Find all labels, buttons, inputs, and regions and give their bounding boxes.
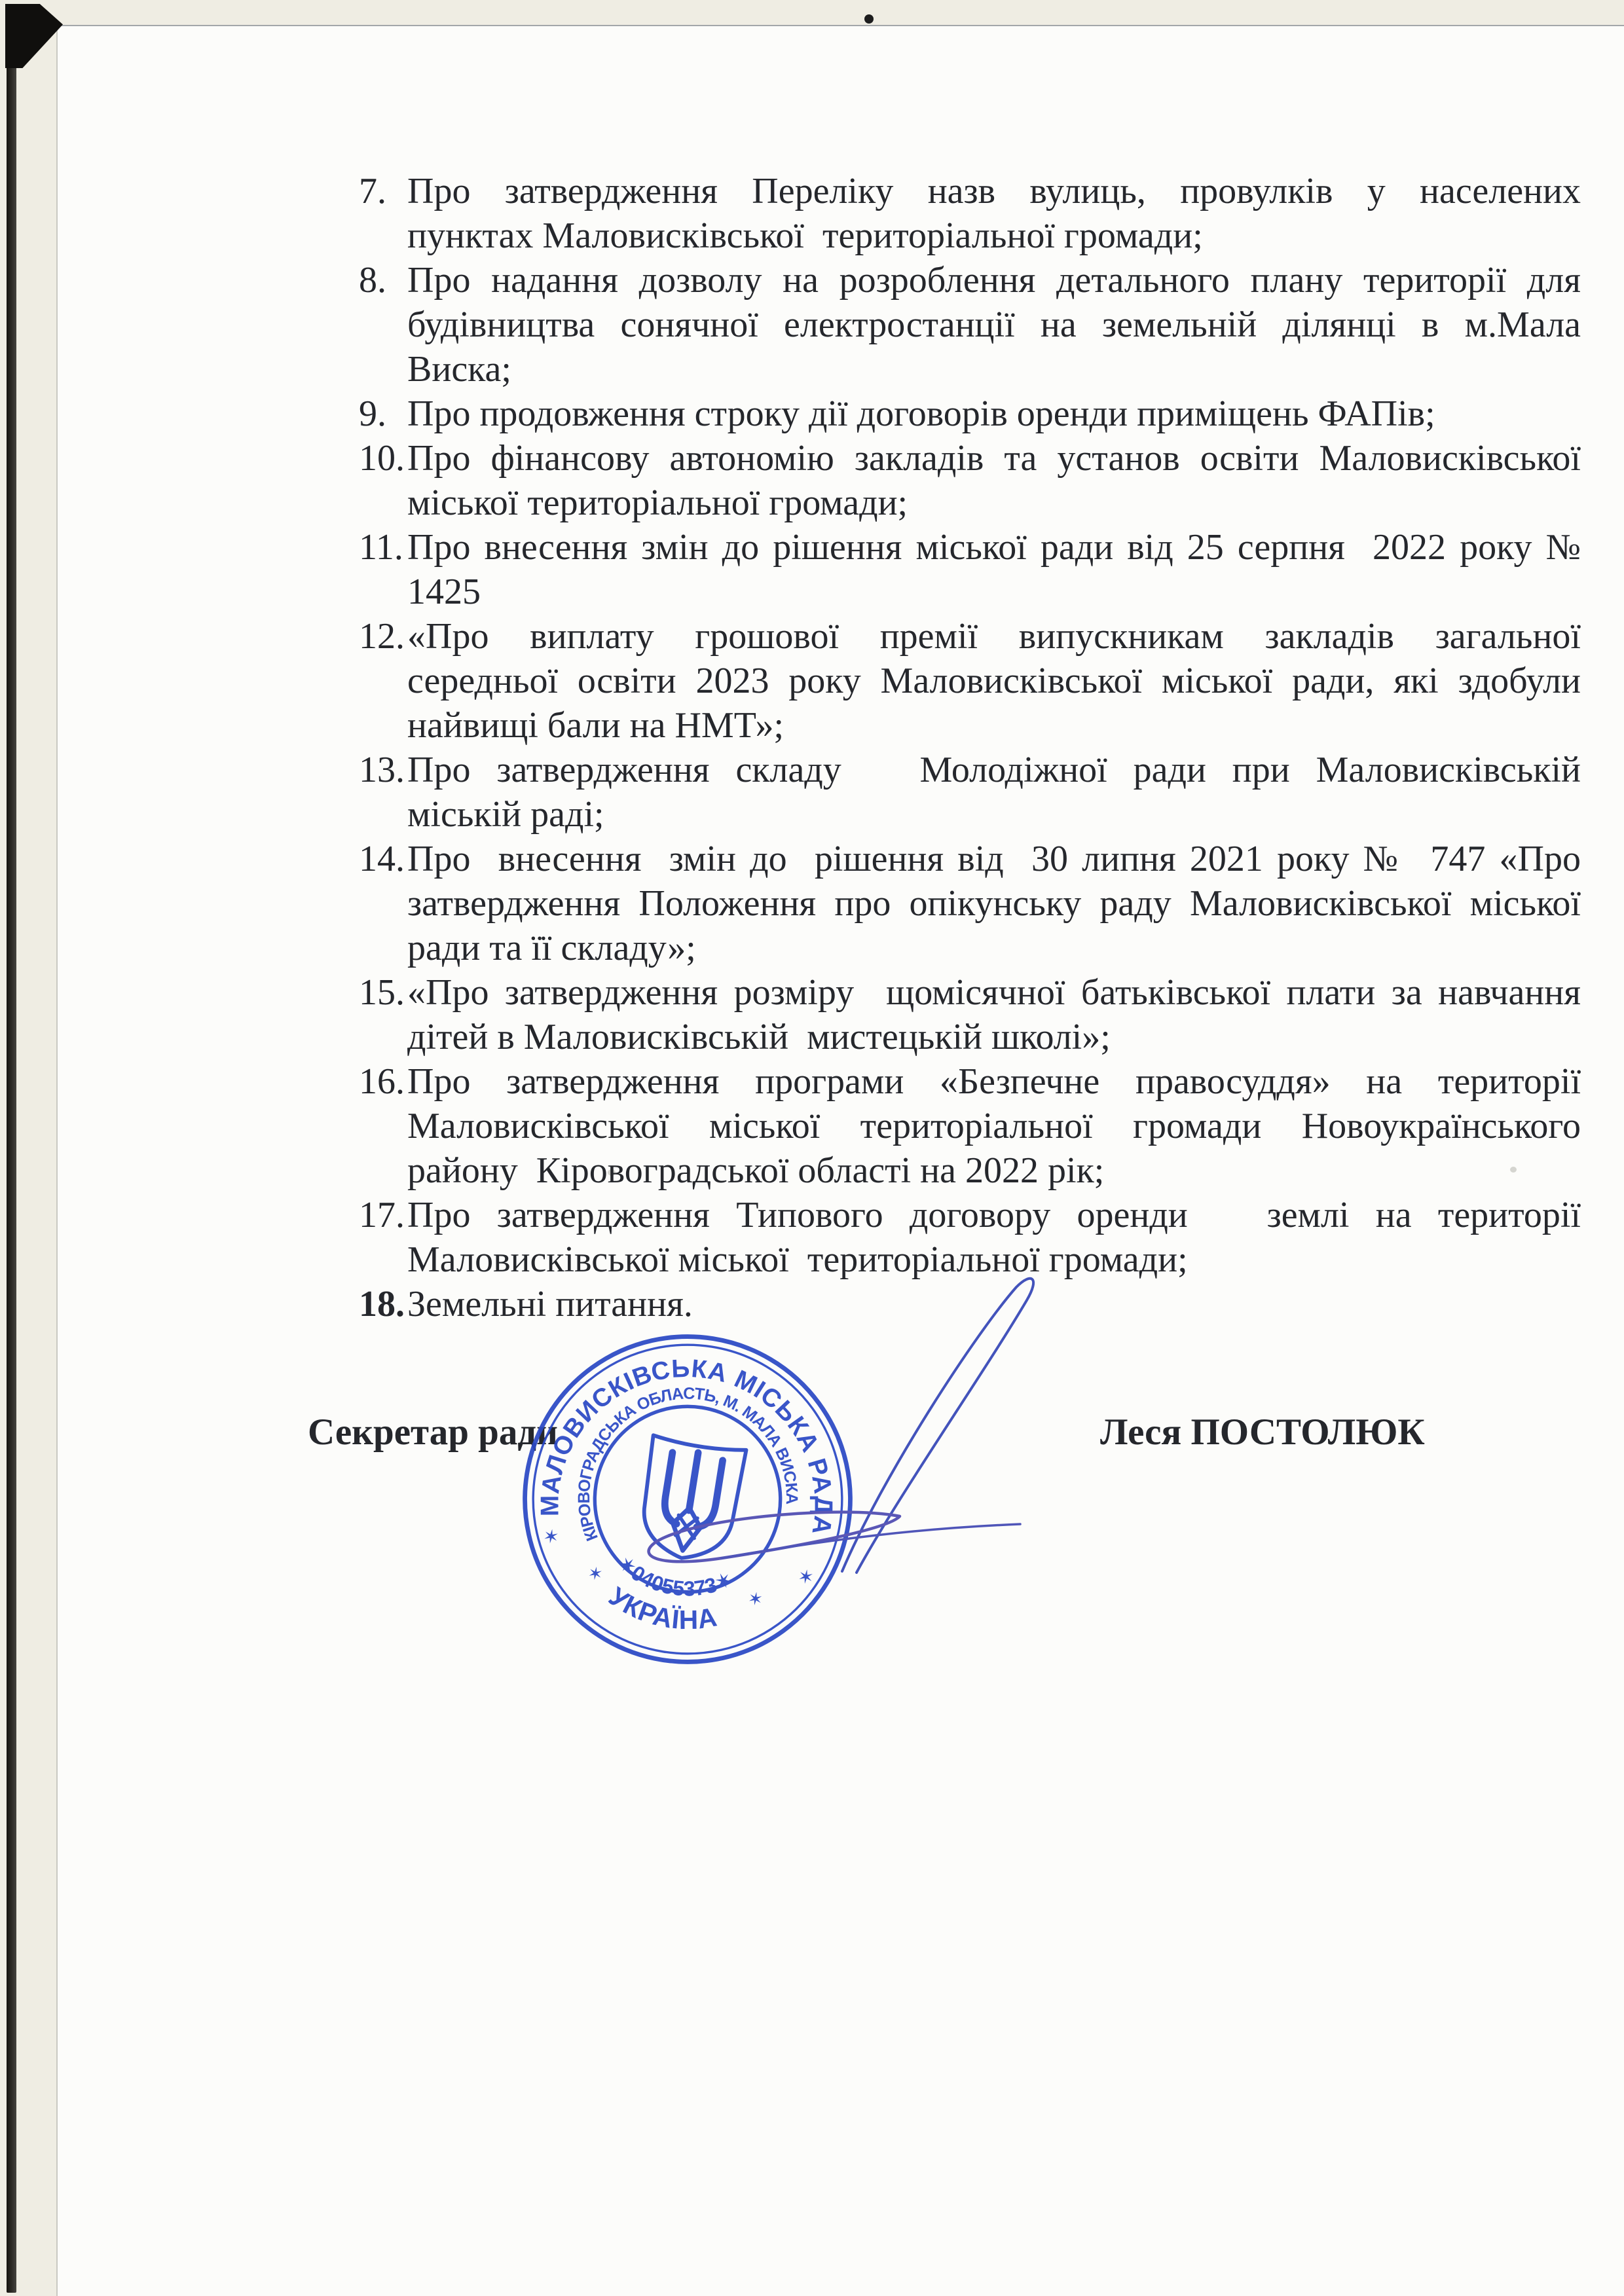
agenda-item-line: 1425 [407, 572, 481, 612]
agenda-item [359, 258, 1581, 392]
stamp-code: ✶04055373✶ [613, 1550, 737, 1601]
stamp-star-mid-left-icon: ✶ [586, 1562, 604, 1585]
page-edge-left [56, 26, 58, 2296]
stamp-star-mid-right-icon: ✶ [746, 1588, 765, 1611]
agenda-item [359, 614, 1581, 748]
stamp-ring-text-inner: КІРОВОГРАДСЬКА ОБЛАСТЬ, М. МАЛА ВИСКА [574, 1384, 801, 1544]
agenda-item-line: району Кіровоградської області на 2022 рік; [407, 1150, 1105, 1191]
agenda-item-line: Про продовження строку дії договорів оренди приміщень ФАПів; [407, 393, 1435, 434]
agenda-item-number: 14. [359, 839, 405, 879]
page-edge-top [48, 25, 1624, 26]
agenda-item-number: 12. [359, 616, 405, 657]
scanner-edge-shadow [7, 5, 16, 2293]
agenda-item [359, 169, 1581, 258]
agenda-item-line: Про фінансову автономію закладів та установ освіти Маловисківської [407, 438, 1581, 479]
agenda-item-line: затвердження Положення про опікунську раду Маловисківської міської [407, 883, 1581, 924]
agenda-item-line: «Про затвердження розміру щомісячної батьківської плати за навчання [407, 972, 1581, 1013]
agenda-item [359, 1059, 1581, 1193]
agenda-item-number: 7. [359, 171, 386, 211]
agenda-item-line: Про надання дозволу на розроблення детального плану території для [407, 260, 1581, 301]
agenda-item-number: 18. [359, 1284, 405, 1324]
handwritten-signature [557, 1264, 1067, 1630]
agenda-item [359, 525, 1581, 614]
agenda-item-line: найвищі бали на НМТ»; [407, 705, 784, 746]
agenda-item-line: Про внесення змін до рішення від 30 липня 2021 року № 747 «Про [407, 839, 1581, 879]
agenda-item [359, 392, 1581, 436]
agenda-item [359, 748, 1581, 837]
agenda-item-line: ради та її складу»; [407, 928, 696, 968]
stamp-star-right-icon: ✶ [796, 1565, 816, 1590]
agenda-item [359, 436, 1581, 525]
stamp-country: УКРАЇНА [603, 1581, 720, 1635]
signoff-role: Секретар ради [308, 1412, 559, 1453]
agenda-item-line: Земельні питання. [407, 1284, 693, 1324]
agenda-item-line: міської територіальної громади; [407, 483, 908, 523]
agenda-item [359, 837, 1581, 970]
stamp-star-left-icon: ✶ [541, 1525, 561, 1549]
signoff-name: Леся ПОСТОЛЮК [1100, 1412, 1425, 1453]
agenda-item-line: Про затвердження Переліку назв вулиць, провулків у населених [407, 171, 1581, 211]
agenda-item-number: 11. [359, 527, 403, 568]
agenda-item-number: 9. [359, 393, 386, 434]
agenda-item-line: Про затвердження програми «Безпечне правосуддя» на території [407, 1061, 1581, 1102]
agenda-item-number: 13. [359, 750, 405, 790]
agenda-item-line: Маловисківської міської територіальної громади; [407, 1239, 1188, 1280]
agenda-item-number: 15. [359, 972, 405, 1013]
agenda-item-line: Виска; [407, 349, 511, 390]
agenda-item-line: Про внесення змін до рішення міської ради від 25 серпня 2022 року № [407, 527, 1581, 568]
agenda-item-number: 17. [359, 1195, 405, 1235]
agenda-item-line: середньої освіти 2023 року Маловисківської міської ради, які здобули [407, 661, 1581, 701]
agenda-item-number: 16. [359, 1061, 405, 1102]
agenda-item-line: пунктах Маловисківської територіальної громади; [407, 215, 1203, 256]
scanner-corner-shadow [5, 4, 63, 68]
scan-artifact-dot [864, 14, 874, 24]
agenda-item-number: 8. [359, 260, 386, 301]
stamp-ring-text-outer: МАЛОВИСКІВСЬКА МІСЬКА РАДА [536, 1354, 838, 1537]
agenda-item-line: «Про виплату грошової премії випускникам закладів загальної [407, 616, 1581, 657]
agenda-item-line: Про затвердження Типового договору оренди землі на території [407, 1195, 1581, 1235]
agenda-item-line: міській раді; [407, 794, 604, 835]
agenda-item-line: дітей в Маловисківській мистецькій школі»; [407, 1017, 1111, 1057]
agenda-list [359, 169, 1581, 1326]
agenda-item [359, 970, 1581, 1059]
agenda-item-number: 10. [359, 438, 405, 479]
agenda-item-line: будівництва сонячної електростанції на земельній ділянці в м.Мала [407, 304, 1581, 345]
agenda-item-line: Маловисківської міської територіальної громади Новоукраїнського [407, 1106, 1581, 1146]
agenda-item-line: Про затвердження складу Молодіжної ради при Маловисківській [407, 750, 1581, 790]
